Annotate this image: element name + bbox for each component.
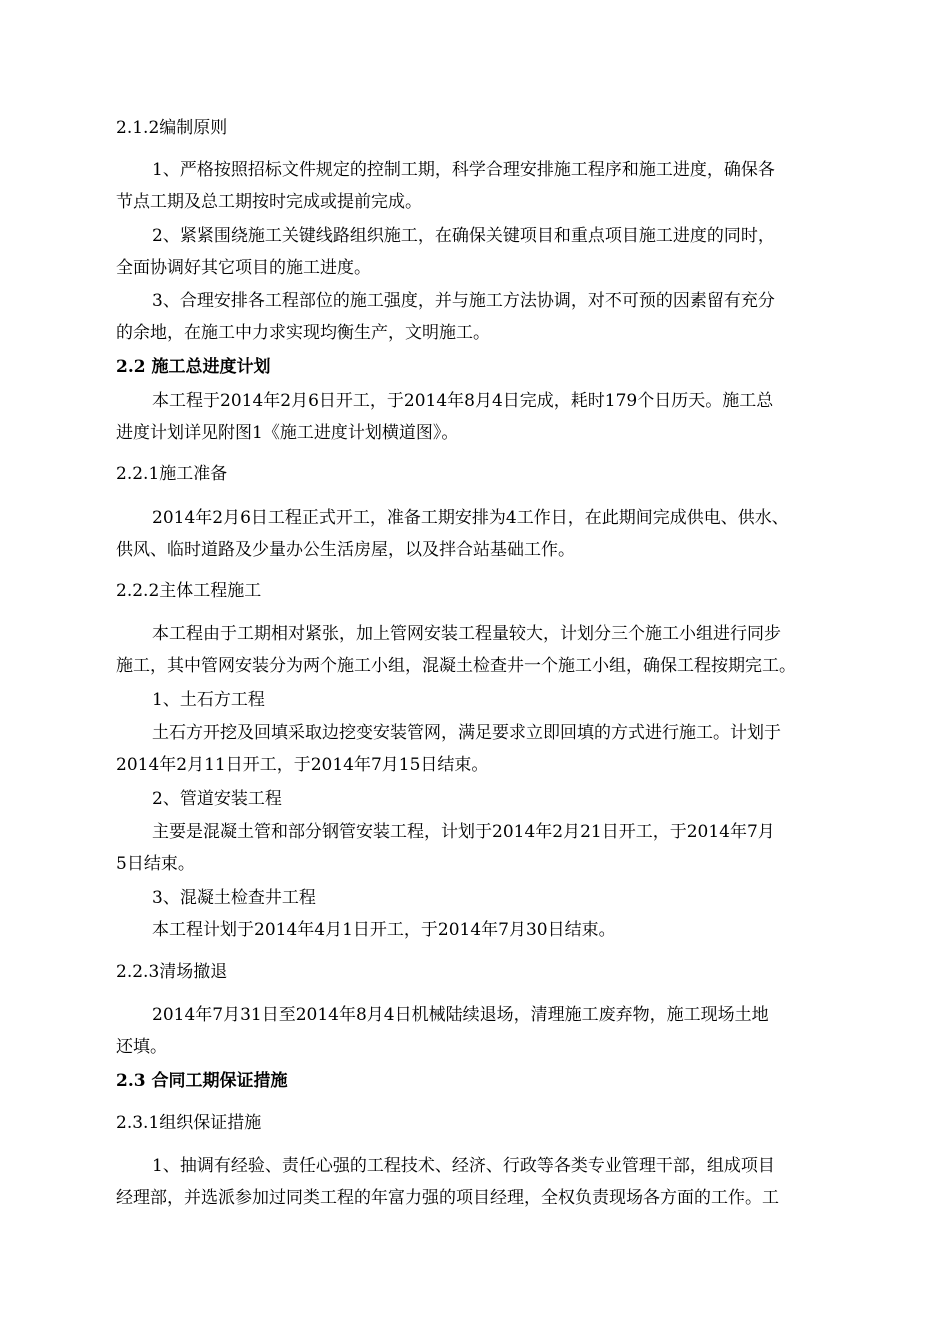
paragraph-line: 还填。 [116,1037,167,1057]
paragraph-line: 本工程于2014年2月6日开工，于2014年8月4日完成，耗时179个日历天。施工总 [152,391,774,411]
paragraph-line: 1、抽调有经验、责任心强的工程技术、经济、行政等各类专业管理干部，组成项目 [152,1156,775,1176]
section-heading-2-3-1: 2.3.1组织保证措施 [116,1113,262,1133]
paragraph-line: 5日结束。 [116,854,195,874]
paragraph-line: 3、合理安排各工程部位的施工强度，并与施工方法协调，对不可预的因素留有充分 [152,291,775,311]
section-heading-2-3: 2.3 合同工期保证措施 [116,1071,288,1091]
paragraph-line: 的余地，在施工中力求实现均衡生产，文明施工。 [116,323,490,343]
paragraph-line: 全面协调好其它项目的施工进度。 [116,258,371,278]
paragraph-line: 1、土石方工程 [152,690,265,710]
section-heading-2-2-1: 2.2.1施工准备 [116,464,228,484]
paragraph-line: 主要是混凝土管和部分钢管安装工程，计划于2014年2月21日开工，于2014年7月 [152,822,775,842]
paragraph-line: 进度计划详见附图1《施工进度计划横道图》。 [116,423,459,443]
paragraph-line: 2、紧紧围绕施工关键线路组织施工，在确保关键项目和重点项目施工进度的同时， [152,226,775,246]
paragraph-line: 2014年2月6日工程正式开工，准备工期安排为4工作日，在此期间完成供电、供水、 [152,508,789,528]
section-heading-2-2-2: 2.2.2主体工程施工 [116,581,262,601]
section-heading-2-2-3: 2.2.3清场撤退 [116,962,228,982]
paragraph-line: 本工程由于工期相对紧张，加上管网安装工程量较大，计划分三个施工小组进行同步 [152,624,781,644]
paragraph-line: 2、管道安装工程 [152,789,282,809]
paragraph-line: 供风、临时道路及少量办公生活房屋，以及拌合站基础工作。 [116,540,575,560]
paragraph-line: 经理部，并选派参加过同类工程的年富力强的项目经理，全权负责现场各方面的工作。工 [116,1188,779,1208]
paragraph-line: 2014年2月11日开工，于2014年7月15日结束。 [116,755,489,775]
paragraph-line: 2014年7月31日至2014年8月4日机械陆续退场，清理施工废弃物，施工现场土地 [152,1005,769,1025]
paragraph-line: 施工，其中管网安装分为两个施工小组，混凝土检查井一个施工小组，确保工程按期完工。 [116,656,796,676]
section-heading-2-1-2: 2.1.2编制原则 [116,118,228,138]
section-heading-2-2: 2.2 施工总进度计划 [116,357,271,377]
paragraph-line: 1、严格按照招标文件规定的控制工期，科学合理安排施工程序和施工进度，确保各 [152,160,775,180]
paragraph-line: 本工程计划于2014年4月1日开工，于2014年7月30日结束。 [152,920,616,940]
paragraph-line: 节点工期及总工期按时完成或提前完成。 [116,192,422,212]
paragraph-line: 3、混凝土检查井工程 [152,888,316,908]
paragraph-line: 土石方开挖及回填采取边挖变安装管网，满足要求立即回填的方式进行施工。计划于 [152,723,781,743]
